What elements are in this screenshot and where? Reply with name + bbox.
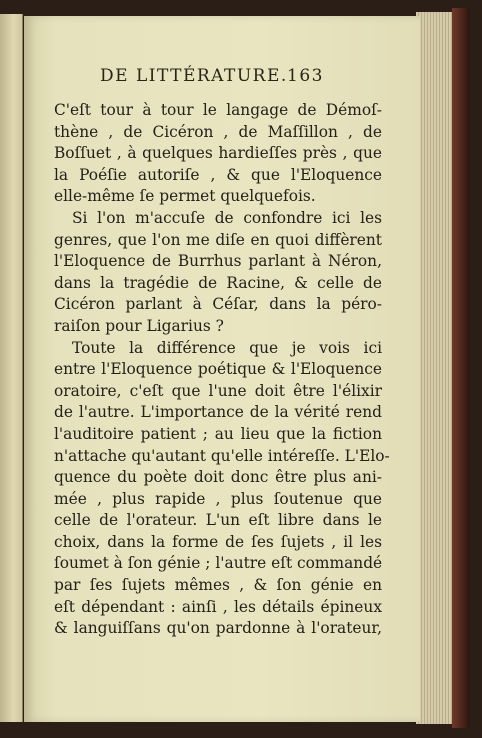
text-line: eſt dépendant : ainſi , les détails épineux (54, 597, 382, 616)
text-line: dans la tragédie de Racine, & celle de (54, 273, 382, 292)
text-line: Boſſuet , à quelques hardieſſes près , que (54, 144, 382, 163)
text-line: choix, dans la forme de ſes ſujets , il les (54, 532, 382, 551)
facing-page-edge (0, 14, 23, 722)
text-line: l'Eloquence de Burrhus parlant à Néron, (54, 252, 382, 271)
text-line: de l'autre. L'importance de la vérité rend (54, 403, 382, 422)
running-head (100, 66, 324, 90)
text-line: oratoire, c'eſt que l'une doit être l'élixir (54, 381, 382, 400)
page-stack-edge (416, 12, 456, 724)
text-line: mée , plus rapide , plus ſoutenue que (54, 489, 382, 508)
text-line: quence du poète doit donc être plus ani- (54, 468, 382, 487)
text-line: Cicéron parlant à Céſar, dans la péro- (54, 295, 382, 314)
text-line: par ſes ſujets mêmes , & ſon génie en (54, 576, 382, 595)
text-line: genres, que l'on me diſe en quoi diffèrent (54, 230, 382, 249)
text-line: l'auditoire patient ; au lieu que la fiction (54, 424, 382, 443)
text-line: Toute la différence que je vois ici (72, 338, 382, 357)
text-line: thène , de Cicéron , de Maſſillon , de (54, 122, 382, 141)
running-head-title: DE LITTÉRATURE. (100, 66, 288, 86)
body-text (54, 100, 390, 640)
text-line: Si l'on m'accuſe de confondre ici les (72, 208, 382, 227)
text-line: entre l'Eloquence poétique & l'Eloquence (54, 360, 382, 379)
text-line: C'eſt tour à tour le langage de Démoſ- (54, 101, 382, 119)
book-cover-edge (452, 8, 470, 728)
text-line: ſoumet à ſon génie ; l'autre eſt commandé (54, 554, 383, 573)
text-line: n'attache qu'autant qu'elle intéreſſe. L'Elo- (54, 446, 390, 465)
text-line: elle-même ſe permet quelquefois. (54, 187, 316, 206)
page-number: 163 (287, 66, 324, 86)
text-line: & languiſſans qu'on pardonne à l'orateur, (54, 619, 382, 638)
text-line: celle de l'orateur. L'un eſt libre dans le (54, 511, 382, 530)
text-line: la Poéſie autoriſe , & que l'Eloquence (54, 165, 382, 184)
text-line: raiſon pour Ligarius ? (54, 316, 224, 335)
